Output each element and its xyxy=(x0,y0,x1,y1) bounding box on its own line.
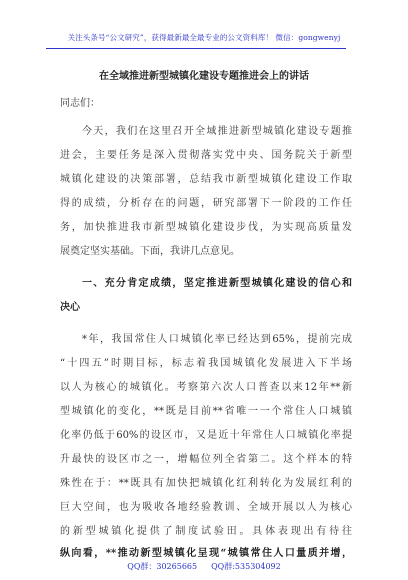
paragraph-line: 的新型城镇化提供了制度试验田。具体表现出有待往 xyxy=(60,526,352,537)
paragraph-line: 殊性在于：**既具有加快把城镇化红利转化为发展红利的 xyxy=(60,478,352,489)
paragraph-line: 巨大空间，也为吸收各地经验教训、全域开展以人为核心 xyxy=(60,502,352,513)
paragraph-line: 纵向看，**推动新型城镇化呈现“城镇常住人口量质并增， xyxy=(60,548,352,559)
paragraph-line: 化率仍低于60%的设区市，又是近十年常住人口城镇化率提 xyxy=(60,430,352,441)
paragraph-line: 城镇化建设的决策部署，总结我市新型城镇化建设工作取 xyxy=(60,174,352,185)
paragraph-line: 务，加快推进我市新型城镇化建设步伐，为实现高质量发 xyxy=(60,222,352,233)
paragraph-line: 以人为核心的城镇化。考察第六次人口普查以来12年**新 xyxy=(60,382,352,393)
page-footer xyxy=(0,561,408,572)
paragraph-line: 今天，我们在这里召开全域推进新型城镇化建设专题推 xyxy=(82,126,352,137)
footer-qq-group-1: QQ群：30265665 xyxy=(127,562,198,571)
paragraph-line: 进会，主要任务是深入贯彻落实党中央、国务院关于新型 xyxy=(60,150,352,161)
paragraph-line: *年，我国常住人口城镇化率已经达到65%，提前完成 xyxy=(82,334,352,345)
salutation: 同志们： xyxy=(60,98,100,109)
paragraph-line: 展奠定坚实基础。下面，我讲几点意见。 xyxy=(60,246,240,257)
paragraph-line: 得的成绩，分析存在的问题，研究部署下一阶段的工作任 xyxy=(60,198,352,209)
paragraph-line: 型城镇化的变化，**既是目前**省唯一一个常住人口城镇 xyxy=(60,406,352,417)
paragraph-line: 升最快的设区市之一，增幅位列全省第二。这个样本的特 xyxy=(60,454,352,465)
section-heading: 一、充分肯定成绩，坚定推进新型城镇化建设的信心和 xyxy=(82,278,352,289)
footer-qq-group-2: QQ群:535304092 xyxy=(211,562,281,571)
page-header-banner: 关注头条号“公文研究”，获得最新最全最专业的公文资料库！ 微信：gongwenyj xyxy=(67,33,341,42)
document-title: 在全域推进新型城镇化建设专题推进会上的讲话 xyxy=(99,71,309,82)
paragraph-line: “十四五”时期目标，标志着我国城镇化发展进入下半场 xyxy=(60,358,352,369)
section-heading: 决心 xyxy=(60,302,80,313)
header-divider xyxy=(46,48,346,49)
